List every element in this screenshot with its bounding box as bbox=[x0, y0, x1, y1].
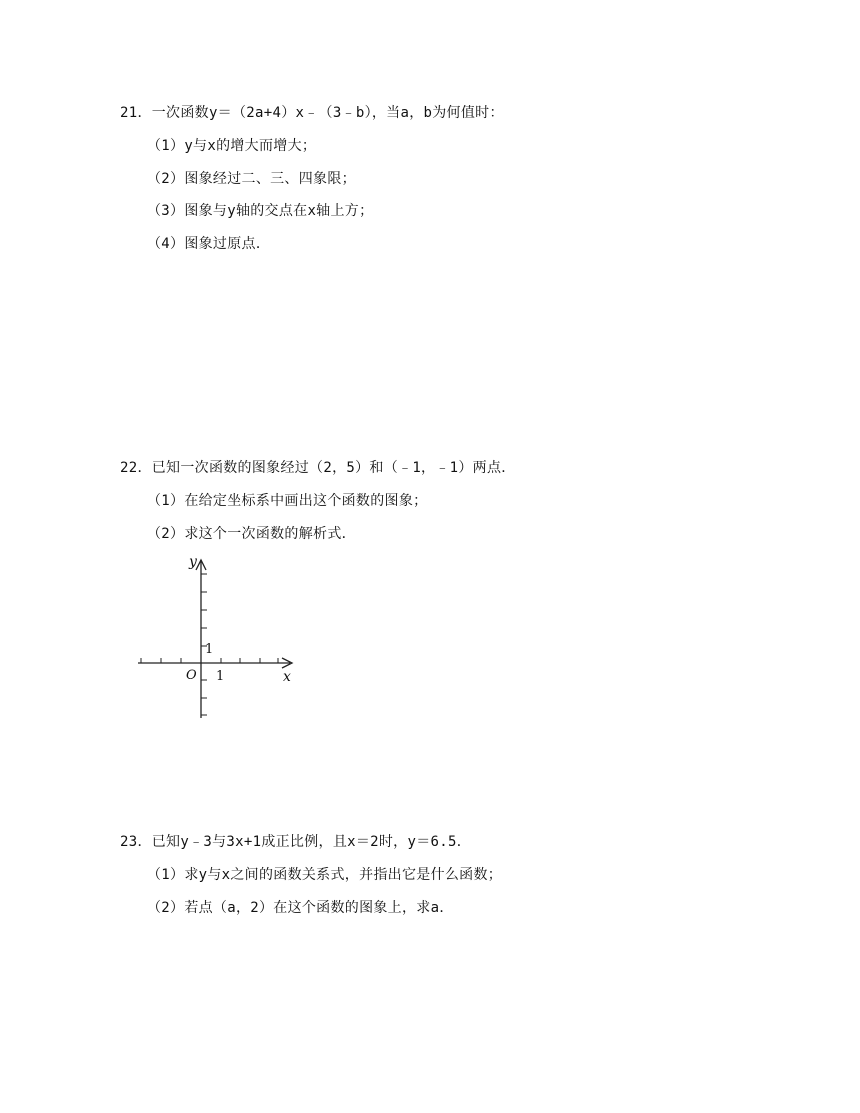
question-21-part-3: （3）图象与y轴的交点在x轴上方； bbox=[147, 203, 374, 219]
origin-label: O bbox=[186, 668, 197, 683]
x-axis-ticks bbox=[141, 658, 278, 663]
x-tick-label-1: 1 bbox=[216, 669, 225, 684]
question-21-part-2: （2）图象经过二、三、四象限； bbox=[147, 171, 356, 187]
question-22-part-1: （1）在给定坐标系中画出这个函数的图象； bbox=[147, 493, 428, 509]
coordinate-axes-figure bbox=[130, 548, 310, 728]
y-tick-label-1: 1 bbox=[205, 642, 214, 657]
x-axis-label: x bbox=[283, 669, 291, 685]
question-23-title: 23．已知y﹣3与3x+1成正比例，且x＝2时，y＝6.5． bbox=[120, 834, 472, 850]
question-23-part-1: （1）求y与x之间的函数关系式，并指出它是什么函数； bbox=[147, 867, 503, 883]
question-21-part-4: （4）图象过原点． bbox=[147, 236, 271, 252]
y-axis-label: y bbox=[189, 554, 197, 570]
question-21-title: 21．一次函数y＝（2a+4）x﹣（3﹣b），当a，b为何值时： bbox=[120, 105, 504, 121]
question-22-title: 22．已知一次函数的图象经过（2，5）和（﹣1，﹣1）两点． bbox=[120, 460, 516, 476]
question-23-part-2: （2）若点（a，2）在这个函数的图象上，求a． bbox=[147, 900, 454, 916]
question-21-part-1: （1）y与x的增大而增大； bbox=[147, 138, 317, 154]
question-22-part-2: （2）求这个一次函数的解析式． bbox=[147, 526, 356, 542]
